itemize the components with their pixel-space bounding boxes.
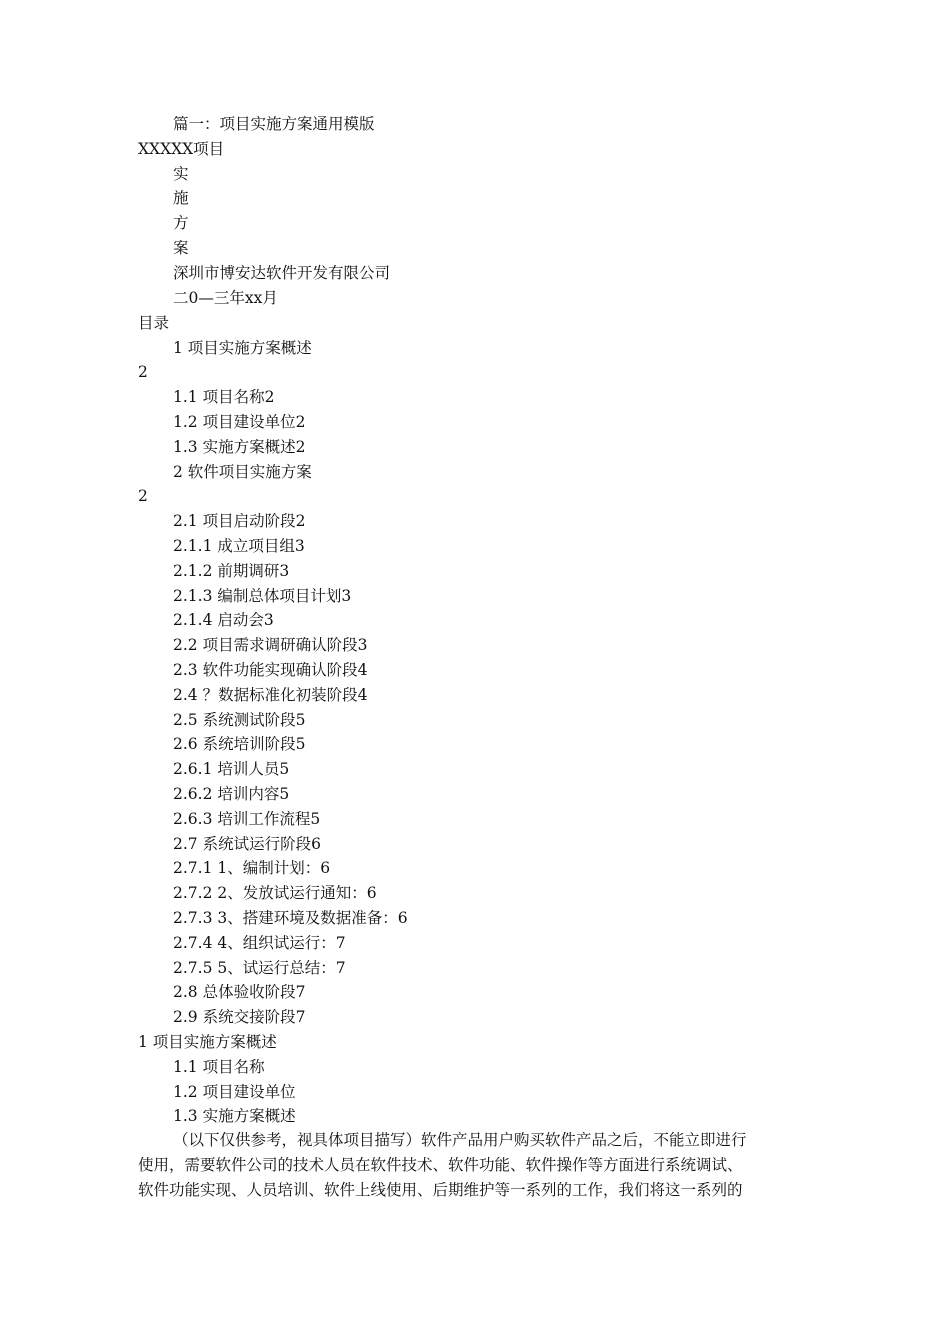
toc-item: 2.1.3 编制总体项目计划3 <box>173 587 352 605</box>
company-name: 深圳市博安达软件开发有限公司 <box>173 264 391 282</box>
toc-item: 2 <box>138 363 148 381</box>
toc-item: 2.7.2 2、发放试运行通知：6 <box>173 884 377 902</box>
toc-item: 2.4 ？数据标准化初装阶段4 <box>173 686 368 704</box>
toc-item: 2 软件项目实施方案 <box>173 463 312 481</box>
toc-item: 2.7.1 1、编制计划：6 <box>173 859 331 877</box>
toc-item: 2.7.5 5、试运行总结：7 <box>173 959 346 977</box>
subheading: 1.2 项目建设单位 <box>173 1083 296 1101</box>
toc-item: 2.1.2 前期调研3 <box>173 562 290 580</box>
toc-item: 2.5 系统测试阶段5 <box>173 711 306 729</box>
toc-item: 2.6.2 培训内容5 <box>173 785 290 803</box>
subheading: 1.3 实施方案概述 <box>173 1107 296 1125</box>
document-date: 二0—三年xx月 <box>173 289 278 307</box>
document-title: 篇一：项目实施方案通用模版 <box>173 115 375 133</box>
body-paragraph <box>138 1128 814 1202</box>
toc-item: 2.1.1 成立项目组3 <box>173 537 305 555</box>
toc-item: 2.7.4 4、组织试运行：7 <box>173 934 346 952</box>
cover-char: 案 <box>173 239 189 257</box>
paragraph-line: 使用，需要软件公司的技术人员在软件技术、软件功能、软件操作等方面进行系统调试、 <box>138 1155 743 1174</box>
toc-item: 2.6.1 培训人员5 <box>173 760 290 778</box>
toc-item: 2.7 系统试运行阶段6 <box>173 835 321 853</box>
subheading: 1.1 项目名称 <box>173 1058 265 1076</box>
toc-item: 2.1.4 启动会3 <box>173 611 274 629</box>
toc-item: 1.2 项目建设单位2 <box>173 413 306 431</box>
toc-item: 2.3 软件功能实现确认阶段4 <box>173 661 368 679</box>
cover-char: 施 <box>173 189 189 207</box>
toc-item: 2.6 系统培训阶段5 <box>173 735 306 753</box>
toc-item: 2.9 系统交接阶段7 <box>173 1008 306 1026</box>
toc-item: 2.7.3 3、搭建环境及数据准备：6 <box>173 909 408 927</box>
toc-item: 1 项目实施方案概述 <box>173 339 312 357</box>
paragraph-line: 软件功能实现、人员培训、软件上线使用、后期维护等一系列的工作，我们将这一系列的 <box>138 1180 743 1199</box>
paragraph-line: （以下仅供参考，视具体项目描写）软件产品用户购买软件产品之后，不能立即进行 <box>173 1131 747 1149</box>
project-name: XXXXX项目 <box>138 140 225 158</box>
section-heading: 1 项目实施方案概述 <box>138 1033 277 1051</box>
toc-item: 2.1 项目启动阶段2 <box>173 512 306 530</box>
toc-item: 2.8 总体验收阶段7 <box>173 983 306 1001</box>
cover-char: 实 <box>173 165 189 183</box>
toc-heading: 目录 <box>138 314 170 332</box>
cover-char: 方 <box>173 214 189 232</box>
toc-item: 2.2 项目需求调研确认阶段3 <box>173 636 368 654</box>
toc-item: 1.1 项目名称2 <box>173 388 275 406</box>
toc-item: 2.6.3 培训工作流程5 <box>173 810 321 828</box>
toc-item: 2 <box>138 487 148 505</box>
toc-item: 1.3 实施方案概述2 <box>173 438 306 456</box>
